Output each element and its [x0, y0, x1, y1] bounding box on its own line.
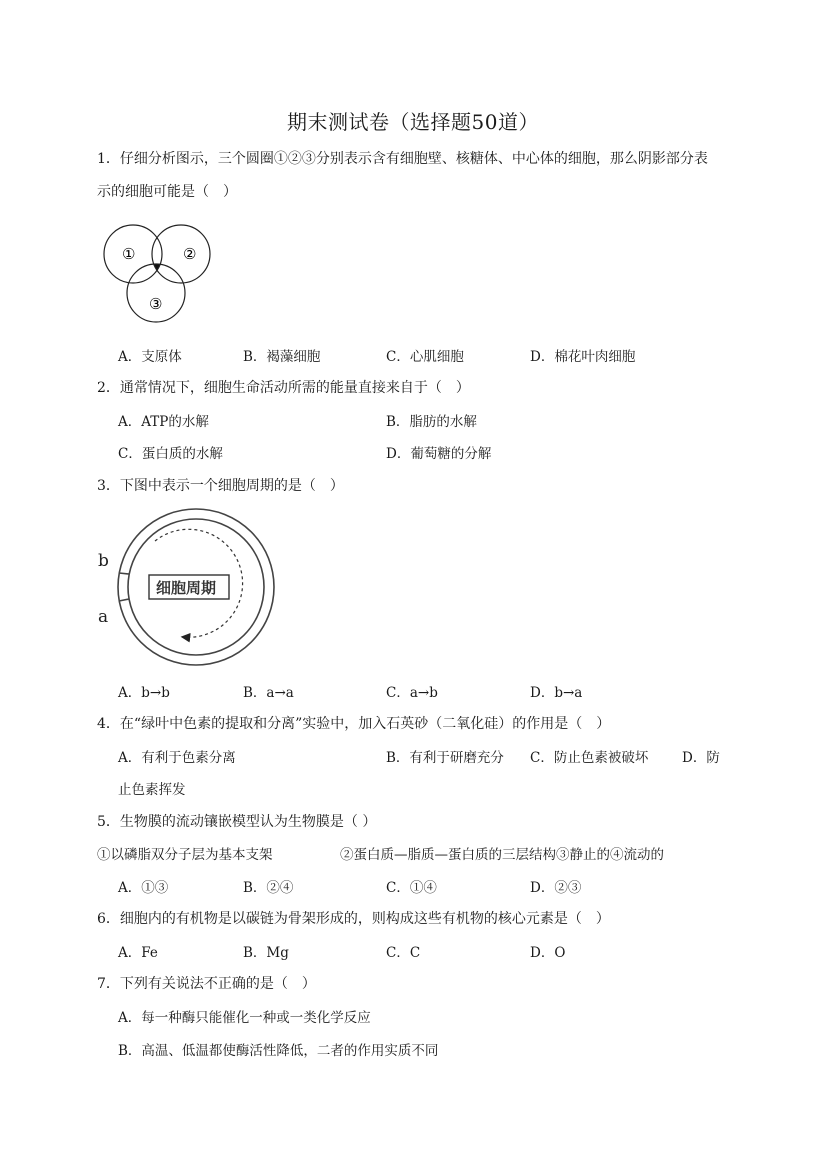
q6-option-d[interactable]: D．O: [530, 945, 566, 961]
q6-option-a[interactable]: A．Fe: [118, 945, 158, 961]
q1-stem-line1: 1．仔细分析图示，三个圆圈①②③分别表示含有细胞壁、核糖体、中心体的细胞，那么阴影部分表: [97, 151, 708, 167]
q5-option-a[interactable]: A．①③: [118, 880, 169, 896]
cycle-divider-b: [119, 573, 129, 574]
venn-circle-3: [127, 264, 185, 322]
cycle-label-a: a: [98, 607, 109, 627]
q3-option-b[interactable]: B．a→a: [243, 685, 294, 701]
venn-diagram: [100, 220, 215, 325]
q6-option-c[interactable]: C．C: [386, 945, 421, 961]
q2-option-b[interactable]: B．脂肪的水解: [386, 414, 477, 430]
cell-cycle-diagram: [95, 505, 275, 670]
q5-option-b[interactable]: B．②④: [243, 880, 294, 896]
q3-stem: 3．下图中表示一个细胞周期的是（ ）: [97, 478, 344, 494]
q1-option-c[interactable]: C．心肌细胞: [386, 349, 464, 365]
venn-label-3: ③: [149, 295, 163, 313]
venn-circle-2: [152, 225, 210, 283]
q1-stem-line2: 示的细胞可能是（ ）: [97, 184, 237, 200]
q3-option-c[interactable]: C．a→b: [386, 685, 438, 701]
q3-option-a[interactable]: A．b→b: [118, 685, 170, 701]
q4-option-d-continued: 止色素挥发: [118, 782, 186, 798]
page-title: 期末测试卷（选择题50道）: [287, 110, 539, 134]
cycle-center-label: 细胞周期: [156, 579, 217, 597]
q6-stem: 6．细胞内的有机物是以碳链为骨架形成的，则构成这些有机物的核心元素是（ ）: [97, 911, 610, 927]
q4-option-a[interactable]: A．有利于色素分离: [118, 750, 236, 766]
q5-option-c[interactable]: C．①④: [386, 880, 437, 896]
q1-option-a[interactable]: A．支原体: [118, 349, 182, 365]
q2-option-d[interactable]: D．葡萄糖的分解: [386, 446, 492, 462]
q5-statement-2-4: ②蛋白质—脂质—蛋白质的三层结构③静止的④流动的: [340, 847, 664, 863]
q6-option-b[interactable]: B．Mg: [243, 945, 289, 961]
q7-option-b[interactable]: B．高温、低温都使酶活性降低，二者的作用实质不同: [118, 1043, 439, 1059]
q2-stem: 2．通常情况下，细胞生命活动所需的能量直接来自于（ ）: [97, 380, 470, 396]
venn-label-1: ①: [122, 245, 136, 263]
q5-statement-1: ①以磷脂双分子层为基本支架: [97, 847, 273, 863]
cycle-divider-a: [119, 599, 129, 601]
q2-option-a[interactable]: A．ATP的水解: [118, 414, 209, 430]
q3-option-d[interactable]: D．b→a: [530, 685, 583, 701]
q1-option-d[interactable]: D．棉花叶肉细胞: [530, 349, 636, 365]
q4-option-c[interactable]: C．防止色素被破坏: [530, 750, 649, 766]
venn-label-2: ②: [183, 245, 197, 263]
cycle-label-b: b: [98, 551, 109, 571]
q7-stem: 7．下列有关说法不正确的是（ ）: [97, 976, 316, 992]
q2-option-c[interactable]: C．蛋白质的水解: [118, 446, 223, 462]
q7-option-a[interactable]: A．每一种酶只能催化一种或一类化学反应: [118, 1010, 371, 1026]
q4-option-b[interactable]: B．有利于研磨充分: [386, 750, 504, 766]
q5-option-d[interactable]: D．②③: [530, 880, 582, 896]
q5-stem: 5．生物膜的流动镶嵌模型认为生物膜是（ ）: [97, 814, 377, 830]
q4-option-d[interactable]: D．防: [682, 750, 720, 766]
q1-option-b[interactable]: B．褐藻细胞: [243, 349, 321, 365]
q4-stem: 4．在“绿叶中色素的提取和分离”实验中，加入石英砂（二氧化硅）的作用是（ ）: [97, 716, 611, 732]
